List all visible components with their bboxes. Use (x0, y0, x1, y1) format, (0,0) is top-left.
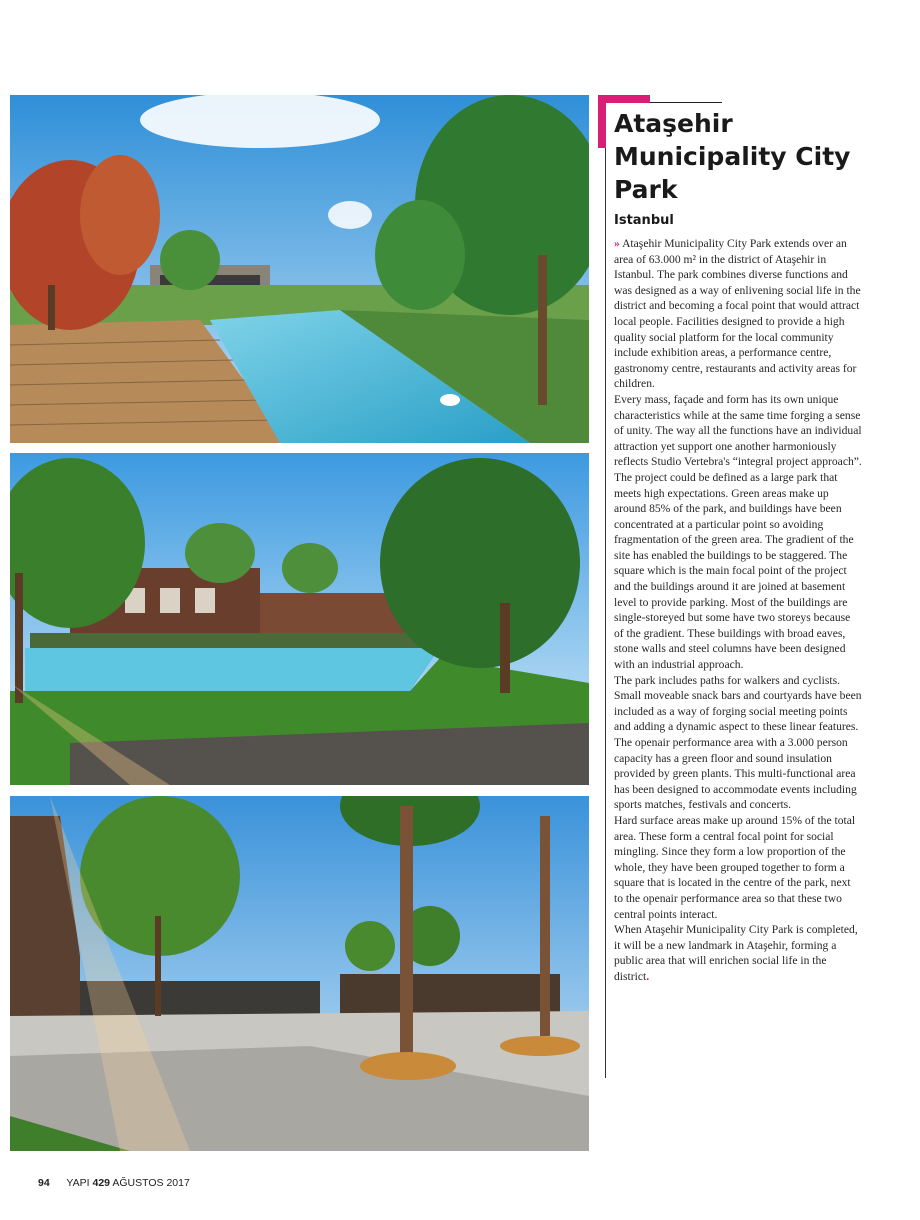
page-footer (38, 1177, 190, 1189)
article-body (614, 236, 862, 985)
paragraph-4: The park includes paths for walkers and cyclists. Small moveable snack bars and courtyards have been included as a way of forging social meeting points and adding a dynamic aspect to these linear features. (614, 673, 862, 734)
lead-marker: » (614, 237, 620, 250)
column-rule (605, 148, 606, 1078)
magazine-name: YAPI (66, 1177, 90, 1189)
issue-number: 429 (92, 1177, 111, 1189)
page-number: 94 (38, 1177, 50, 1189)
paragraph-7-text: When Ataşehir Municipality City Park is completed, it will be a new landmark in Ataşehir, forming a public area that will enrichen social life in the district (614, 923, 858, 983)
paragraph-6: Hard surface areas make up around 15% of the total area. These form a central focal point for social mingling. Since they form a low proportion of the whole, they have been grouped together to form a square that is located in the centre of the park, next to the openair performance area so that these two central points interact. (614, 813, 856, 921)
end-mark: . (646, 969, 650, 983)
article-location: Istanbul (614, 213, 674, 228)
paragraph-1 (614, 236, 862, 392)
paragraph-5: The openair performance area with a 3.000 person capacity has a green floor and sound insulation provided by green plants. This multi-functional area has been designed to accommodate events including sports matches, festivals and concerts. (614, 736, 857, 812)
heading-rule (650, 102, 722, 103)
paragraph-1-text: Ataşehir Municipality City Park extends over an area of 63.000 m² in the district of Ataşehir in Istanbul. The park combines diverse functions and was designed as a way of enlivening social life in the district and becoming a focal point that would attract local people. Facilities designed to provide a high quality social platform for the local community include exhibition areas, a performance centre, gastronomy centre, restaurants and activity areas for children. (614, 237, 861, 391)
issue-date: AĞUSTOS 2017 (112, 1177, 190, 1189)
rendering-canal-boardwalk (10, 95, 589, 443)
paragraph-3: The project could be defined as a large park that meets high expectations. Green areas make up around 85% of the park, and buildings have been concentrated at a particular point so avoiding fragmentation of the green area. The gradient of the site has enabled the buildings to be staggered. The square which is the main focal point of the project and the buildings around it are joined at basement level to provide parking. Most of the buildings are single-storeyed but some have two storeys because of the gradient. These buildings with broad eaves, stone walls and steel columns have been designed with an industrial approach. (614, 470, 854, 672)
title-accent-corner (598, 95, 606, 148)
rendering-pool-industrial-hall (10, 453, 589, 785)
article-title: Ataşehir Municipality City Park (614, 109, 851, 204)
paragraph-7 (614, 922, 862, 984)
paragraph-2: Every mass, façade and form has its own unique characteristics while at the same time forging a sense of unity. The way all the functions have an individual attraction yet support one another harmoniously reflects Studio Vertebra's “integral project approach”. (614, 392, 862, 469)
rendering-central-square (10, 796, 589, 1151)
